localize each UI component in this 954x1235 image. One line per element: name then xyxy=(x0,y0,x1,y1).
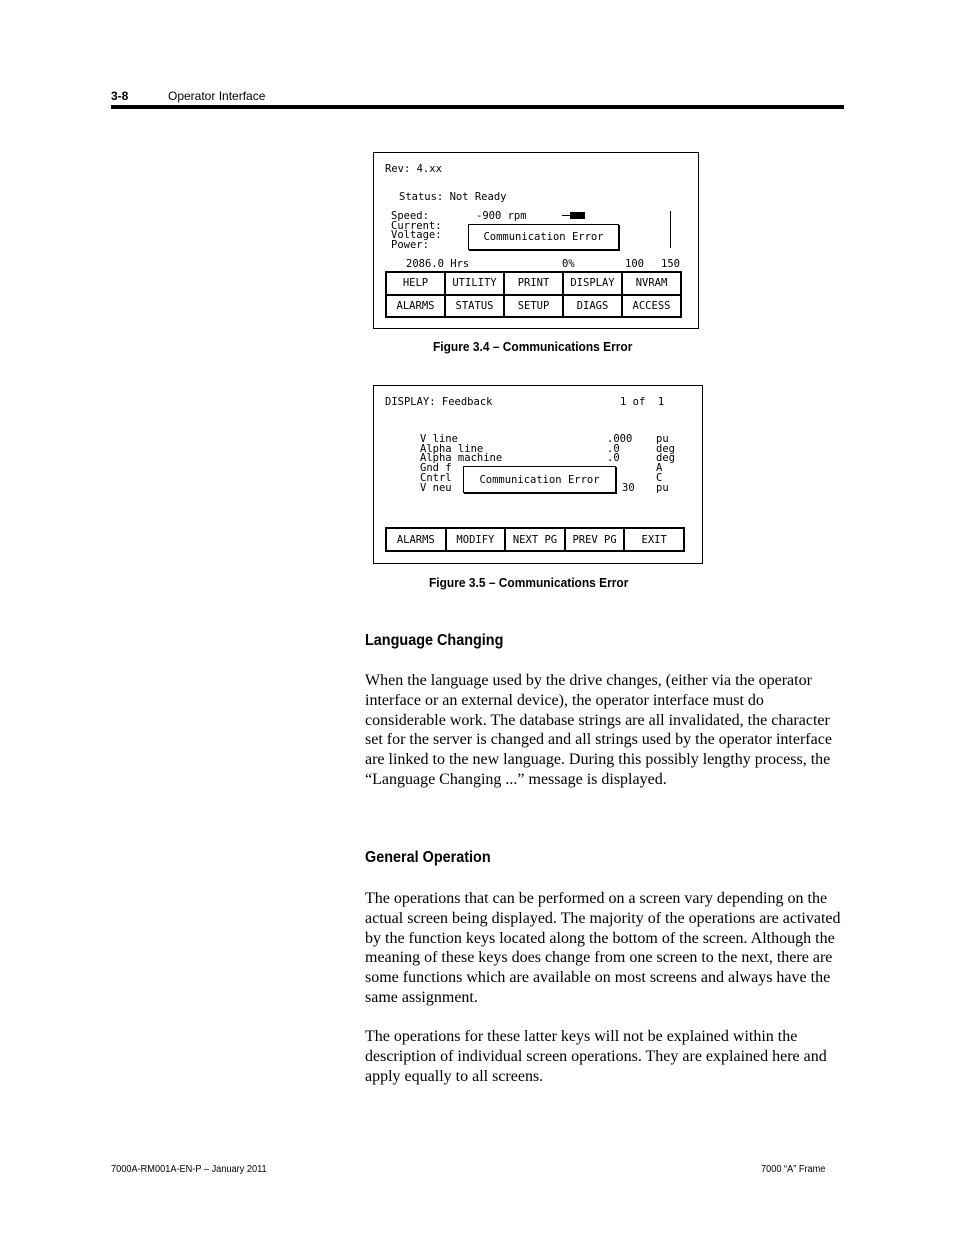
access-key[interactable]: ACCESS xyxy=(623,296,680,317)
footer-document-id: 7000A-RM001A-EN-P – January 2011 xyxy=(111,1164,267,1175)
scale-0: 0% xyxy=(562,258,575,270)
communication-error-popup: Communication Error xyxy=(468,224,619,250)
rev-text: Rev: 4.xx xyxy=(385,163,442,175)
figure-3-5-screen xyxy=(373,385,703,564)
row-unit: pu xyxy=(656,482,669,494)
print-key[interactable]: PRINT xyxy=(505,273,562,294)
help-key[interactable]: HELP xyxy=(387,273,444,294)
figure-3-5-caption: Figure 3.5 – Communications Error xyxy=(429,575,629,590)
language-changing-paragraph: When the language used by the drive changes, (either via the operator interface or an external device), the operator interface must do considerable work. The database strings are all invalidated, the character set for the server is changed and all strings used by the operator interface are linked to the new language. During this possibly lengthy process, the “Language Changing ...” message is displayed. xyxy=(365,672,832,788)
row-unit: C xyxy=(656,472,663,484)
row-label: Alpha machine xyxy=(420,452,503,464)
row-label: Cntrl xyxy=(420,472,452,484)
utility-key[interactable]: UTILITY xyxy=(446,273,503,294)
general-operation-heading: General Operation xyxy=(365,849,491,866)
function-keys xyxy=(385,527,685,552)
speed-bar-fill xyxy=(570,212,585,219)
figure-3-4-screen xyxy=(373,152,699,329)
label-voltage: Voltage: xyxy=(391,229,442,241)
diags-key[interactable]: DIAGS xyxy=(564,296,621,317)
general-operation-paragraph-1: The operations that can be performed on a screen vary depending on the actual screen being displayed. The majority of the operations are activated by the function keys located along the bottom of the screen. Although the meaning of these keys does change from one screen to the next, there are some functions which are available on most screens and always have the same assignment. xyxy=(365,890,841,1006)
section-title: Operator Interface xyxy=(168,89,266,103)
prev-page-key[interactable]: PREV PG xyxy=(566,529,624,550)
footer-product-name: 7000 “A” Frame xyxy=(761,1164,826,1175)
communication-error-popup: Communication Error xyxy=(463,466,616,493)
language-changing-heading: Language Changing xyxy=(365,632,504,649)
row-unit: deg xyxy=(656,443,675,455)
hours-text: 2086.0 Hrs xyxy=(406,258,470,270)
status-key[interactable]: STATUS xyxy=(446,296,503,317)
figure-3-4-caption: Figure 3.4 – Communications Error xyxy=(433,339,633,354)
scale-100: 100 xyxy=(625,258,644,270)
speed-value: -900 rpm xyxy=(476,210,527,222)
page-number: 3-8 xyxy=(111,89,129,103)
row-value: .0 xyxy=(607,452,620,464)
row-label: Alpha line xyxy=(420,443,484,455)
row-value: .000 xyxy=(607,433,633,445)
row-value: 30 xyxy=(622,482,635,494)
speed-bar xyxy=(562,215,570,216)
row-unit: deg xyxy=(656,452,675,464)
status-text: Status: Not Ready xyxy=(399,191,507,203)
label-speed: Speed: xyxy=(391,210,429,222)
label-power: Power: xyxy=(391,239,429,251)
display-key[interactable]: DISPLAY xyxy=(564,273,621,294)
meter-divider xyxy=(670,211,671,248)
row-value: .0 xyxy=(607,443,620,455)
row-label: V neu xyxy=(420,482,452,494)
row-label: Gnd f xyxy=(420,462,452,474)
alarms-key[interactable]: ALARMS xyxy=(387,529,445,550)
row-unit: pu xyxy=(656,433,669,445)
header-rule xyxy=(111,105,844,109)
nvram-key[interactable]: NVRAM xyxy=(623,273,680,294)
exit-key[interactable]: EXIT xyxy=(625,529,683,550)
modify-key[interactable]: MODIFY xyxy=(447,529,505,550)
label-current: Current: xyxy=(391,220,442,232)
display-title: DISPLAY: Feedback xyxy=(385,396,493,408)
row-label: V line xyxy=(420,433,458,445)
alarms-key[interactable]: ALARMS xyxy=(387,296,444,317)
page-indicator: 1 of 1 xyxy=(620,396,665,408)
scale-150: 150 xyxy=(661,258,680,270)
setup-key[interactable]: SETUP xyxy=(505,296,562,317)
next-page-key[interactable]: NEXT PG xyxy=(506,529,564,550)
function-keys xyxy=(385,271,682,318)
row-unit: A xyxy=(656,462,663,474)
general-operation-paragraph-2: The operations for these latter keys will not be explained within the description of individual screen operations. They are explained here and apply equally to all screens. xyxy=(365,1028,827,1085)
